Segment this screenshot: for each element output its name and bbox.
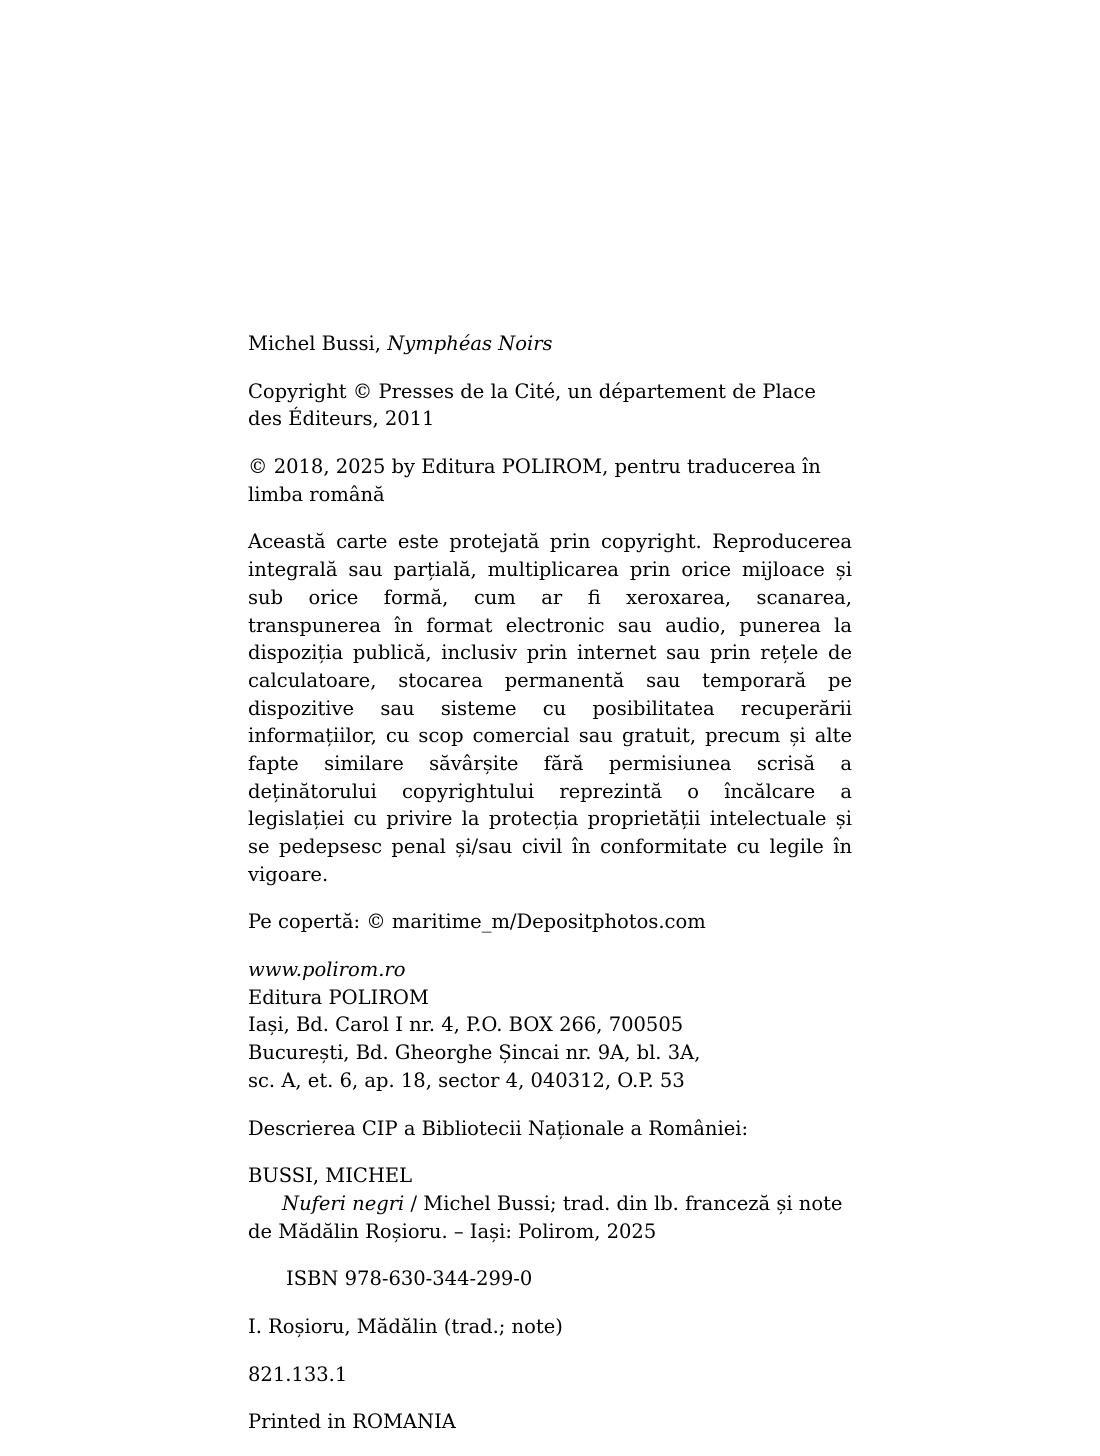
cip-author: BUSSI, MICHEL [248,1164,413,1188]
copyright-protection-notice: Această carte este protejată prin copyright. Reproducerea integrală sau parțială, multiplicarea prin orice mijloace și sub orice formă, cum ar fi xeroxarea, scanarea, transpunerea în format electronic sau audio, punerea la dispoziția publică, inclusiv prin internet sau prin rețele de calculatoare, stocarea permanentă sau temporară pe dispozitive sau sisteme cu posibilitatea recuperării informațiilor, cu scop comercial sau gratuit, precum și alte fapte similare săvârșite fără permisiunea scrisă a deținătorului copyrightului reprezintă o încălcare a legislației cu privire la protecția proprietății intelectuale și se pedepsesc penal și/sau civil în conformitate cu legile în vigoare. [248,530,852,886]
cip-title: Nuferi negri [282,1191,405,1215]
address-line-2: București, Bd. Gheorghe Șincai nr. 9A, bl. 3A, [248,1041,701,1065]
cip-entry-rest: / Michel Bussi; trad. din lb. franceză și note de Mădălin Roșioru. – Iași: Polirom, 2025 [248,1191,843,1243]
publisher-address [248,984,852,1095]
translator-entry: I. Roșioru, Mădălin (trad.; note) [248,1314,563,1338]
copyright-translation: © 2018, 2025 by Editura POLIROM, pentru traducerea în limba română [248,455,821,506]
original-title: Nymphéas Noirs [387,332,553,355]
copyright-original: Copyright © Presses de la Cité, un département de Place des Éditeurs, 2011 [248,379,816,431]
cover-credit: Pe copertă: © maritime_m/Depositphotos.com [248,910,706,934]
cip-heading: Descrierea CIP a Bibliotecii Naționale a României: [248,1116,749,1140]
isbn: ISBN 978-630-344-299-0 [286,1267,533,1291]
publisher-website: www.polirom.ro [248,958,406,982]
publisher-name: Editura POLIROM [248,985,429,1009]
cip-entry [248,1190,852,1245]
author-work-line [248,330,852,358]
printed-in: Printed in ROMANIA [248,1410,456,1434]
author-name: Michel Bussi, [248,332,388,355]
classification-code: 821.133.1 [248,1362,348,1386]
address-line-1: Iași, Bd. Carol I nr. 4, P.O. BOX 266, 700505 [248,1013,684,1037]
address-line-3: sc. A, et. 6, ap. 18, sector 4, 040312, O.P. 53 [248,1068,685,1092]
colophon-page [248,330,852,1456]
